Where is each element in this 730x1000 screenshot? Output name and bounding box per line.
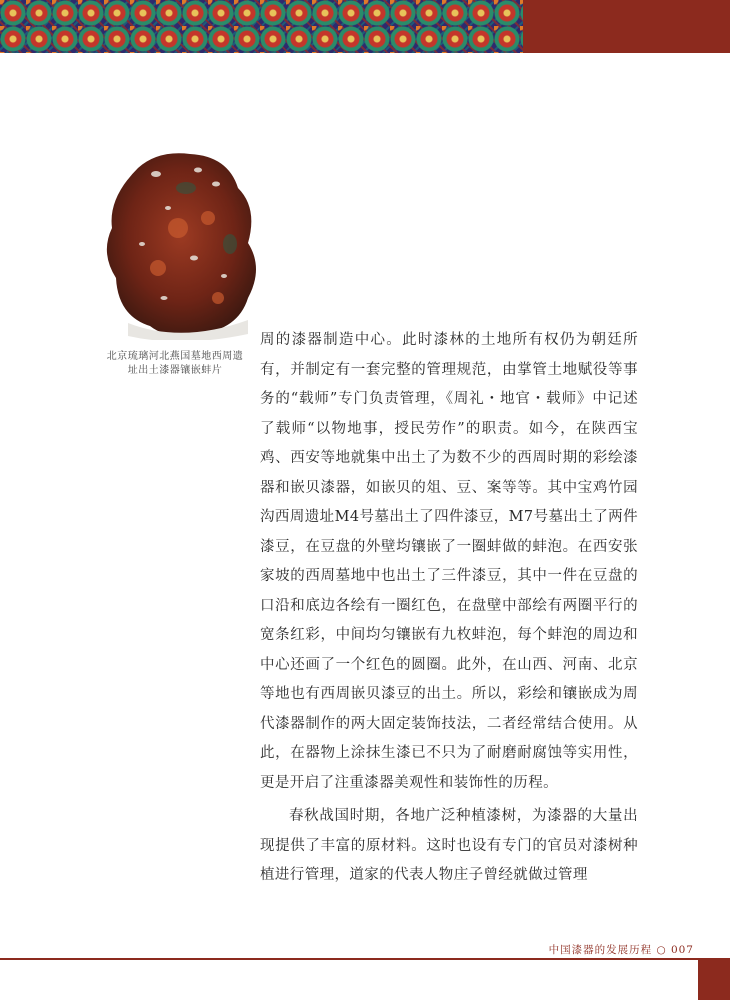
article-body [260,326,638,891]
header-color-bar [523,0,730,53]
lacquerware-artifact-photo [98,148,266,340]
image-caption: 北京琉璃河北燕国墓地西周遗址出土漆器镶嵌蚌片 [106,351,244,376]
footer-color-block [698,960,730,1000]
footer-divider [0,958,730,960]
running-footer: 中国漆器的发展历程 ○ 007 [548,944,694,956]
header-decorative-pattern [0,0,523,53]
paragraph: 春秋战国时期，各地广泛种植漆树，为漆器的大量出现提供了丰富的原材料。这时也设有专门的官员对漆树种植进行管理，道家的代表人物庄子曾经就做过管理 [260,808,638,883]
paragraph: 周的漆器制造中心。此时漆林的土地所有权仍为朝廷所有，并制定有一套完整的管理规范，由掌管土地赋役等事务的“载师”专门负责管理，《周礼・地官・载师》中记述了载师“以物地事，授民劳作”的职责。如今，在陕西宝鸡、西安等地就集中出土了为数不少的西周时期的彩绘漆器和嵌贝漆器，如嵌贝的俎、豆、案等等。其中宝鸡竹园沟西周遗址M4号墓出土了四件漆豆，M7号墓出土了两件漆豆，在豆盘的外壁均镶嵌了一圈蚌做的蚌泡。在西安张家坡的西周墓地中也出土了三件漆豆，其中一件在豆盘的口沿和底边各绘有一圈红色，在盘壁中部绘有两圈平行的宽条红彩，中间均匀镶嵌有九枚蚌泡，每个蚌泡的周边和中心还画了一个红色的圆圈。此外，在山西、河南、北京等地也有西周嵌贝漆豆的出土。所以，彩绘和镶嵌成为周代漆器制作的两大固定装饰技法，二者经常结合使用。从此，在器物上涂抹生漆已不只为了耐磨耐腐蚀等实用性，更是开启了注重漆器美观性和装饰性的历程。 [260,332,638,791]
